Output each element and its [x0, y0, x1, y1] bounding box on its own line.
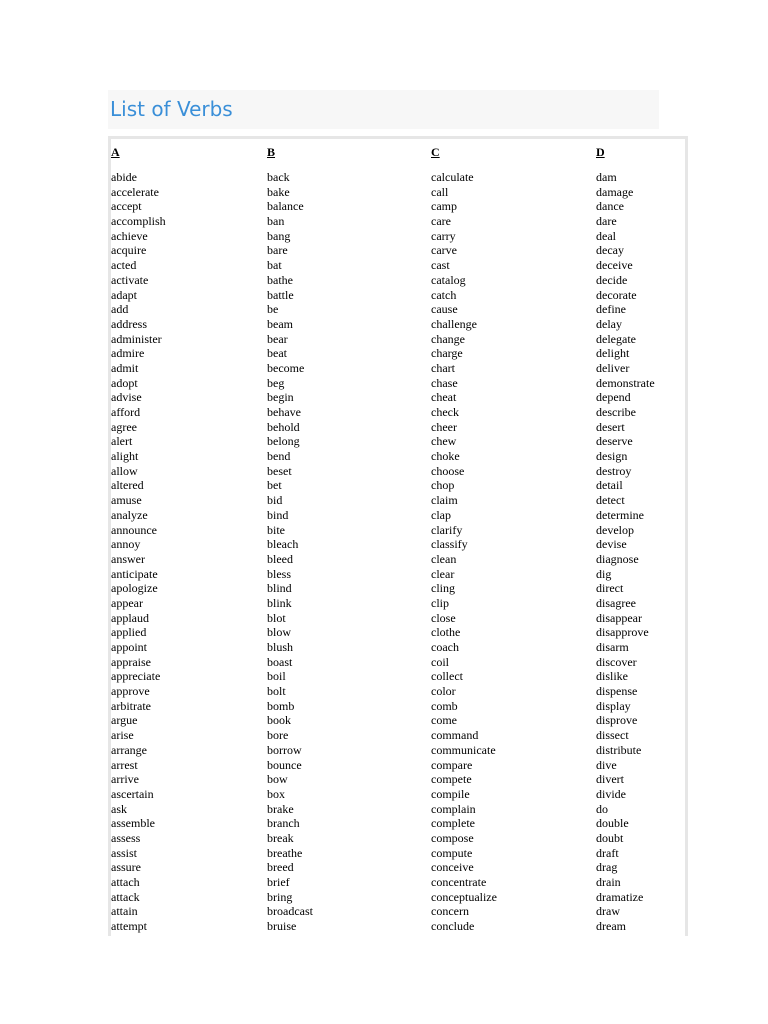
verb-word: assess [111, 830, 141, 845]
verb-word: apologize [111, 581, 158, 596]
verb-word: direct [596, 581, 624, 596]
verb-word: beat [267, 346, 287, 361]
verb-word: afford [111, 405, 141, 419]
verb-word: appreciate [111, 669, 161, 684]
verb-word: be [267, 302, 279, 317]
verb-word: disprove [596, 713, 638, 728]
verb-word: compile [431, 786, 470, 801]
verb-word: bathe [267, 272, 293, 287]
verb-word: administer [111, 331, 162, 346]
verb-word: chase [431, 375, 458, 390]
verb-word: cheat [431, 390, 457, 405]
verb-word: chart [431, 360, 455, 375]
verb-word: answer [111, 551, 145, 566]
verb-word: achieve [111, 228, 148, 243]
verb-word: beam [267, 316, 293, 331]
verb-word: complain [431, 801, 476, 816]
verb-word: announce [111, 522, 157, 537]
verb-word: appear [111, 595, 143, 610]
verb-word: back [267, 170, 290, 184]
verb-word: call [431, 184, 449, 199]
verb-word: applaud [111, 610, 149, 625]
verb-word: ban [267, 214, 285, 229]
verb-word: applied [111, 625, 147, 640]
verb-word: do [596, 801, 608, 816]
verb-word: catch [431, 287, 457, 302]
verb-word: arise [111, 728, 134, 743]
verb-word: collect [431, 669, 463, 684]
verb-word: conceive [431, 860, 474, 875]
verb-word: beg [267, 375, 285, 390]
verb-word: deal [596, 228, 616, 243]
verb-word: bake [267, 184, 290, 199]
verb-word: bat [267, 258, 282, 273]
verb-word: bomb [267, 698, 295, 713]
verb-word: coil [431, 654, 449, 669]
verb-word: bruise [267, 919, 297, 934]
verb-word: detail [596, 478, 623, 493]
verb-word: carve [431, 243, 457, 258]
verb-word: disappear [596, 610, 642, 625]
verb-word: abide [111, 170, 137, 184]
word-list-d [596, 170, 655, 934]
verb-word: develop [596, 522, 634, 537]
verb-word: color [431, 684, 456, 699]
verb-word: dislike [596, 669, 628, 684]
verb-word: choke [431, 449, 460, 464]
verb-word: attach [111, 875, 140, 889]
verb-word: deserve [596, 434, 633, 449]
verb-word: deceive [596, 258, 633, 273]
verb-word: divide [596, 786, 626, 801]
verb-word: delight [596, 346, 630, 361]
verb-word: blink [267, 595, 292, 610]
verb-word: admire [111, 346, 145, 361]
verb-word: advise [111, 390, 142, 405]
verb-word: discover [596, 654, 637, 669]
verb-word: dare [596, 214, 617, 229]
verb-word: break [267, 830, 294, 845]
verb-word: describe [596, 405, 636, 419]
verb-word: agree [111, 419, 137, 434]
verb-word: amuse [111, 493, 142, 508]
verb-word: drag [596, 860, 618, 875]
verb-word: challenge [431, 316, 477, 331]
verb-word: appraise [111, 654, 151, 669]
verb-word: bleed [267, 551, 293, 566]
verb-word: divert [596, 772, 624, 787]
verb-word: boil [267, 669, 286, 684]
verb-word: compute [431, 845, 473, 860]
column-header-a: A [111, 145, 120, 159]
verb-word: behave [267, 405, 301, 419]
verb-word: bind [267, 507, 289, 522]
verb-word: chop [431, 478, 455, 493]
verb-word: clear [431, 566, 455, 581]
verb-word: carry [431, 228, 456, 243]
verb-word: accept [111, 199, 142, 214]
verb-word: branch [267, 816, 300, 831]
column-d [596, 140, 655, 934]
verb-word: bleach [267, 537, 299, 552]
verb-word: bet [267, 478, 282, 493]
verb-word: double [596, 816, 629, 831]
verb-word: compare [431, 757, 473, 772]
verb-word: assemble [111, 816, 155, 831]
verb-word: belong [267, 434, 300, 449]
verb-word: bid [267, 493, 283, 508]
verb-word: bore [267, 728, 289, 743]
verb-word: broadcast [267, 904, 313, 919]
verb-word: cling [431, 581, 455, 596]
verb-word: attain [111, 904, 138, 919]
verb-word: calculate [431, 170, 474, 184]
verb-word: close [431, 610, 456, 625]
verb-word: brief [267, 875, 290, 889]
verb-word: alight [111, 449, 139, 464]
verb-word: allow [111, 463, 138, 478]
verb-word: choose [431, 463, 465, 478]
verb-word: clean [431, 551, 457, 566]
verb-word: dance [596, 199, 624, 214]
verb-word: delegate [596, 331, 636, 346]
verb-word: devise [596, 537, 627, 552]
verb-word: altered [111, 478, 144, 493]
verb-word: acquire [111, 243, 147, 258]
verb-word: brake [267, 801, 294, 816]
verb-word: damage [596, 184, 634, 199]
verb-word: comb [431, 698, 458, 713]
verb-word: boast [267, 654, 293, 669]
verb-word: delay [596, 316, 622, 331]
verb-word: arrest [111, 757, 138, 772]
verb-word: complete [431, 816, 475, 831]
verb-word: classify [431, 537, 468, 552]
verb-word: disagree [596, 595, 636, 610]
title-bar [108, 90, 659, 129]
verb-word: catalog [431, 272, 466, 287]
verb-word: arrange [111, 742, 147, 757]
verb-word: bless [267, 566, 291, 581]
verb-word: accomplish [111, 214, 166, 229]
word-list-b [267, 170, 313, 934]
column-a [111, 140, 166, 934]
verb-word: approve [111, 684, 150, 699]
verb-word: distribute [596, 742, 642, 757]
verb-word: activate [111, 272, 149, 287]
verb-word: clothe [431, 625, 461, 640]
verb-word: draw [596, 904, 620, 919]
verb-word: analyze [111, 507, 148, 522]
column-header-b: B [267, 145, 276, 159]
verb-word: cause [431, 302, 458, 317]
verb-word: doubt [596, 830, 624, 845]
verb-word: decorate [596, 287, 637, 302]
verb-word: bring [267, 889, 293, 904]
verb-word: disapprove [596, 625, 649, 640]
verb-word: chew [431, 434, 457, 449]
verb-word: bow [267, 772, 288, 787]
verb-word: diagnose [596, 551, 639, 566]
verb-word: change [431, 331, 465, 346]
verb-word: determine [596, 507, 644, 522]
verb-word: arrive [111, 772, 139, 787]
verb-word: charge [431, 346, 463, 361]
verb-word: battle [267, 287, 294, 302]
verb-word: dig [596, 566, 612, 581]
verb-word: dam [596, 170, 617, 184]
verb-word: assist [111, 845, 138, 860]
verb-word: bite [267, 522, 285, 537]
verb-word: behold [267, 419, 300, 434]
verb-word: bounce [267, 757, 302, 772]
verb-word: adapt [111, 287, 137, 302]
verb-word: blow [267, 625, 291, 640]
verb-word: come [431, 713, 457, 728]
verb-word: admit [111, 360, 139, 375]
verb-word: bang [267, 228, 291, 243]
verb-word: disarm [596, 640, 629, 654]
verb-word: beset [267, 463, 292, 478]
verb-word: dissect [596, 728, 629, 743]
verb-word: decay [596, 243, 624, 258]
verb-word: command [431, 728, 479, 743]
verb-word: bolt [267, 684, 286, 699]
verb-word: drain [596, 875, 621, 889]
verb-word: borrow [267, 742, 302, 757]
word-list-a [111, 170, 166, 934]
verb-word: box [267, 786, 285, 801]
verb-word: ascertain [111, 786, 154, 801]
verb-word: accelerate [111, 184, 159, 199]
verb-word: blot [267, 610, 286, 625]
verb-word: anticipate [111, 566, 158, 581]
verb-word: dramatize [596, 889, 644, 904]
verb-word: care [431, 214, 451, 229]
verb-word: dive [596, 757, 617, 772]
verb-word: destroy [596, 463, 632, 478]
verb-word: depend [596, 390, 631, 405]
verb-word: clarify [431, 522, 463, 537]
verb-word: arbitrate [111, 698, 151, 713]
verb-word: desert [596, 419, 625, 434]
verb-word: bear [267, 331, 288, 346]
verb-word: cast [431, 258, 450, 273]
verb-word: draft [596, 845, 619, 860]
verb-word: assure [111, 860, 141, 875]
verb-word: design [596, 449, 628, 464]
verb-word: bare [267, 243, 288, 258]
verb-word: blind [267, 581, 292, 596]
verb-word: bend [267, 449, 291, 464]
verb-word: add [111, 302, 129, 317]
column-header-c: C [431, 145, 440, 159]
verb-word: clip [431, 595, 449, 610]
verb-word: appoint [111, 640, 147, 654]
verb-word: annoy [111, 537, 141, 552]
verb-word: begin [267, 390, 294, 405]
verb-word: dispense [596, 684, 638, 699]
verb-word: camp [431, 199, 457, 214]
verb-word: coach [431, 640, 459, 654]
verb-word: demonstrate [596, 375, 655, 390]
verb-word: breathe [267, 845, 303, 860]
verb-word: check [431, 405, 459, 419]
verb-word: acted [111, 258, 137, 273]
verb-word: conceptualize [431, 889, 497, 904]
verb-word: balance [267, 199, 304, 214]
verb-word: conclude [431, 919, 475, 934]
verb-word: detect [596, 493, 625, 508]
verb-word: argue [111, 713, 138, 728]
verb-word: define [596, 302, 626, 317]
verb-word: blush [267, 640, 294, 654]
word-list-c [431, 170, 497, 934]
verb-word: attempt [111, 919, 147, 934]
verb-word: become [267, 360, 305, 375]
verb-word: address [111, 316, 147, 331]
column-b [267, 140, 313, 934]
verb-word: breed [267, 860, 294, 875]
verb-word: adopt [111, 375, 138, 390]
verb-word: concern [431, 904, 469, 919]
verb-word: concentrate [431, 875, 487, 889]
verb-word: compete [431, 772, 472, 787]
verb-word: attack [111, 889, 140, 904]
verb-word: deliver [596, 360, 630, 375]
verb-word: dream [596, 919, 626, 934]
verb-word: cheer [431, 419, 457, 434]
verb-word: claim [431, 493, 458, 508]
verb-word: compose [431, 830, 474, 845]
column-header-d: D [596, 145, 605, 159]
verb-word: clap [431, 507, 451, 522]
verb-word: alert [111, 434, 133, 449]
verb-word: decide [596, 272, 628, 287]
verb-word: book [267, 713, 291, 728]
verb-word: ask [111, 801, 127, 816]
verb-word: display [596, 698, 631, 713]
verb-word: communicate [431, 742, 496, 757]
page-title: List of Verbs [110, 97, 233, 121]
column-c [431, 140, 497, 934]
